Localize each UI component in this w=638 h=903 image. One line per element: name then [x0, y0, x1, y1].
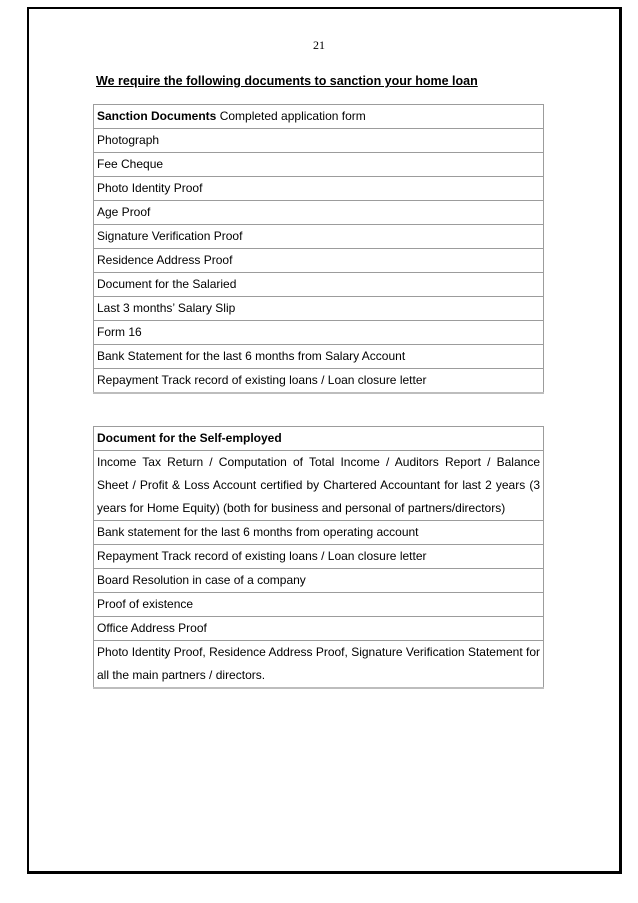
table-row [94, 129, 544, 153]
table-row [94, 297, 544, 321]
page-number: 21 [313, 38, 325, 52]
table-cell: Proof of existence [94, 593, 544, 617]
table-cell: Board Resolution in case of a company [94, 569, 544, 593]
table-cell: Fee Cheque [94, 153, 544, 177]
table-cell: Repayment Track record of existing loans / Loan closure letter [94, 369, 544, 394]
table-header-cell [94, 105, 544, 129]
table-cell: Bank statement for the last 6 months from operating account [94, 521, 544, 545]
table-row [94, 641, 544, 689]
table-header-text: Completed application form [216, 109, 366, 123]
table-cell: Age Proof [94, 201, 544, 225]
table-cell: Office Address Proof [94, 617, 544, 641]
table-cell: Bank Statement for the last 6 months from Salary Account [94, 345, 544, 369]
table-header-cell: Document for the Self-employed [94, 427, 544, 451]
table-row [94, 201, 544, 225]
table-cell: Photo Identity Proof [94, 177, 544, 201]
table-cell-partners-proof: Photo Identity Proof, Residence Address Proof, Signature Verification Statement for all the main partners / directors. [94, 641, 544, 689]
table-row [94, 451, 544, 521]
table-row [94, 321, 544, 345]
table-row [94, 521, 544, 545]
table-row [94, 153, 544, 177]
table-cell: Document for the Salaried [94, 273, 544, 297]
table-cell: Last 3 months’ Salary Slip [94, 297, 544, 321]
table-cell: Form 16 [94, 321, 544, 345]
table-row [94, 569, 544, 593]
table-row [94, 545, 544, 569]
table-row [94, 617, 544, 641]
table-row [94, 273, 544, 297]
table-cell: Photograph [94, 129, 544, 153]
table-row [94, 593, 544, 617]
table-row [94, 249, 544, 273]
table-row [94, 345, 544, 369]
table-header-label: Sanction Documents [97, 109, 217, 123]
table-cell-income-tax: Income Tax Return / Computation of Total Income / Auditors Report / Balance Sheet / Profit & Loss Account certified by Chartered Accountant for last 2 years (3 years for Home Equity) (both for business and personal of partners/directors) [94, 451, 544, 521]
table-row [94, 225, 544, 249]
table-row [94, 177, 544, 201]
table-cell: Signature Verification Proof [94, 225, 544, 249]
page-heading: We require the following documents to sanction your home loan [96, 74, 478, 88]
table-cell: Residence Address Proof [94, 249, 544, 273]
table-cell: Repayment Track record of existing loans / Loan closure letter [94, 545, 544, 569]
self-employed-documents-table [93, 426, 544, 689]
table-row [94, 427, 544, 451]
table-row [94, 369, 544, 394]
sanction-documents-table [93, 104, 544, 394]
table-row [94, 105, 544, 129]
